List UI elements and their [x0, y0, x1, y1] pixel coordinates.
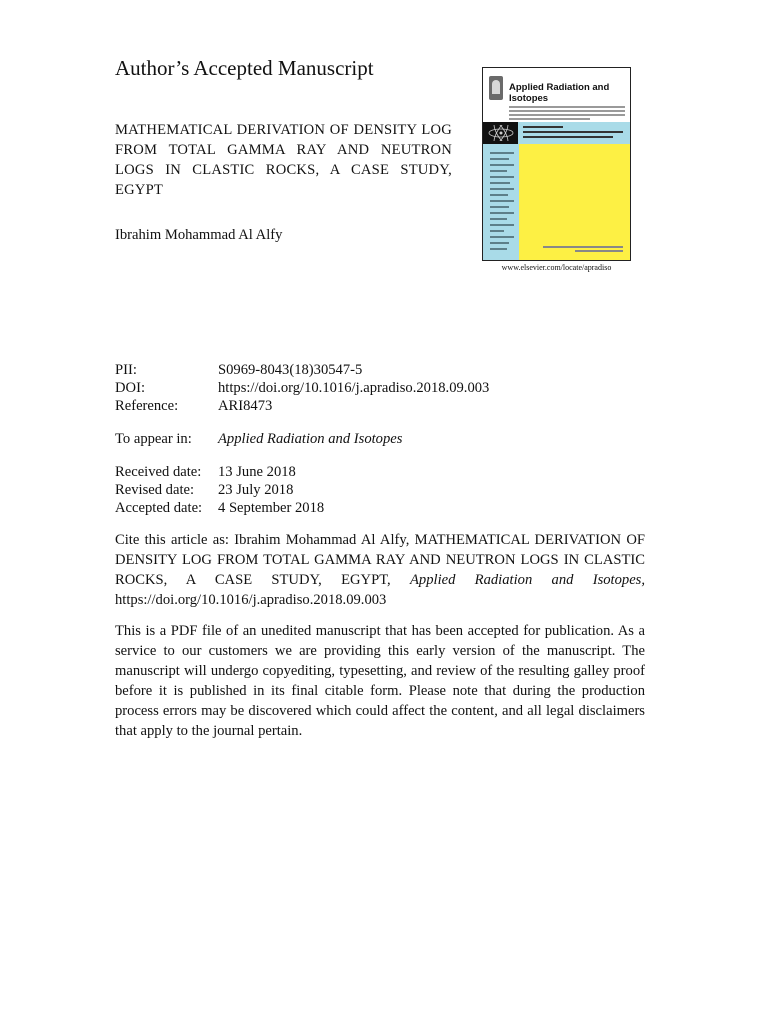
author-name: Ibrahim Mohammad Al Alfy: [115, 227, 283, 243]
accepted-value: 4 September 2018: [218, 500, 325, 516]
reference-label: Reference:: [115, 398, 179, 414]
citation-journal: Applied Radiation and Isotopes,: [410, 572, 645, 588]
article-title: MATHEMATICAL DERIVATION OF DENSITY LOG FROM TOTAL GAMMA RAY AND NEUTRON LOGS IN CLASTIC ROCKS, A CASE STUDY, EGYPT: [115, 122, 452, 198]
cover-editor-lines: [523, 126, 623, 141]
doi-link[interactable]: https://doi.org/10.1016/j.apradiso.2018.09.003: [218, 380, 490, 396]
citation-text: Cite this article as: Ibrahim Mohammad Al Alfy, MATHEMATICAL DERIVATION OF DENSITY LOG FROM TOTAL GAMMA RAY AND NEUTRON LOGS IN CLASTIC ROCKS, A CASE STUDY, EGYPT,: [115, 532, 645, 588]
page-heading: Author’s Accepted Manuscript: [115, 56, 374, 80]
pii-row: [115, 360, 362, 380]
cover-sidebar-lines: [490, 152, 514, 254]
cover-yellow-panel: [519, 144, 630, 261]
cover-journal-name: Applied Radiation and Isotopes: [509, 82, 610, 104]
cover-footer-lines: [543, 246, 623, 254]
elsevier-logo-icon: [489, 76, 503, 100]
citation-doi[interactable]: https://doi.org/10.1016/j.apradiso.2018.09.003: [115, 592, 387, 608]
revised-value: 23 July 2018: [218, 482, 294, 498]
doi-label: DOI:: [115, 380, 145, 396]
revised-label: Revised date:: [115, 482, 195, 498]
appear-label: To appear in:: [115, 431, 192, 447]
pii-value: S0969-8043(18)30547-5: [218, 362, 363, 378]
revised-row: [115, 480, 293, 500]
reference-row: [115, 396, 272, 416]
appear-journal: Applied Radiation and Isotopes: [218, 431, 403, 447]
appear-row: [115, 429, 402, 449]
received-label: Received date:: [115, 464, 202, 480]
citation-paragraph: [115, 530, 645, 610]
manuscript-notice: This is a PDF file of an unedited manuscript that has been accepted for publication. As a service to our customers we are providing this early version of the manuscript. The manuscript will undergo copyediting, typesetting, and review of the resulting galley proof before it is published in its final citable form. Please note that during the production process errors may be discovered which could affect the content, and all legal disclaimers that apply to the journal pertain.: [115, 623, 645, 739]
atom-icon: [487, 125, 515, 141]
accepted-row: [115, 498, 324, 518]
received-row: [115, 462, 296, 482]
received-value: 13 June 2018: [218, 464, 296, 480]
journal-cover-image: [482, 67, 631, 261]
cover-tagline: [509, 106, 625, 122]
accepted-label: Accepted date:: [115, 500, 203, 516]
pii-label: PII:: [115, 362, 137, 378]
journal-url[interactable]: www.elsevier.com/locate/apradiso: [501, 263, 612, 272]
doi-row: [115, 378, 489, 398]
reference-value: ARI8473: [218, 398, 273, 414]
